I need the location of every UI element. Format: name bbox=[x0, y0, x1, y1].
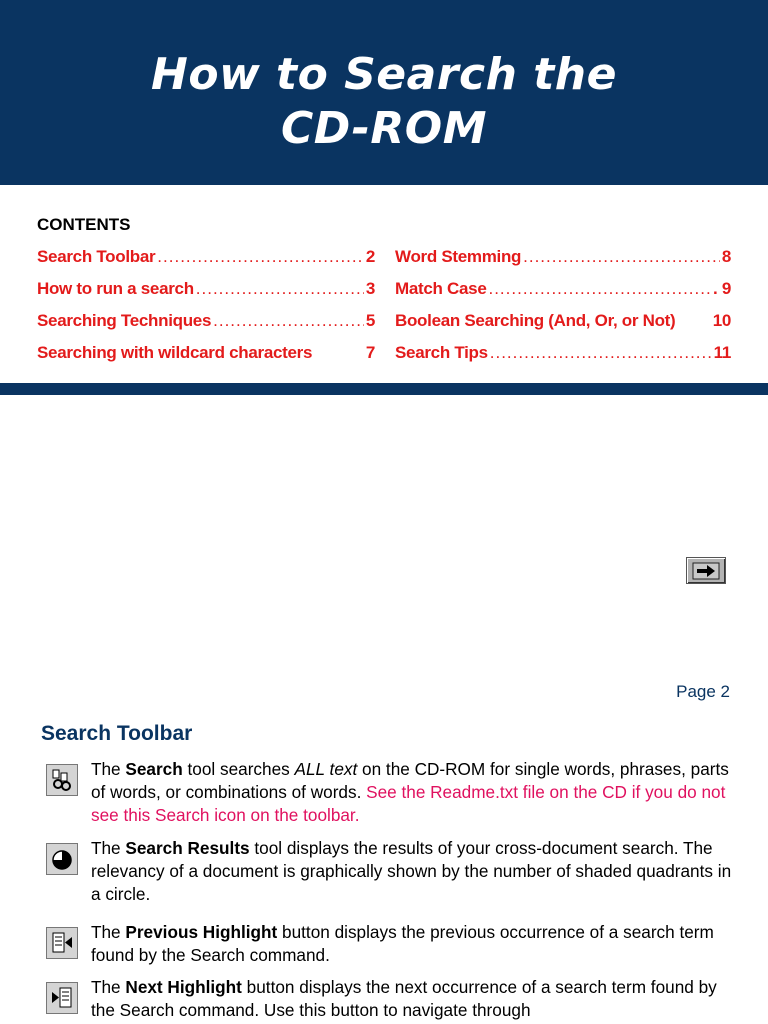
toc-label: Match Case bbox=[395, 279, 487, 298]
toc-link-run-search[interactable] bbox=[37, 279, 375, 311]
toc-page: . 9 bbox=[712, 279, 731, 298]
toc-page: 3 bbox=[365, 279, 375, 298]
toc-label: Boolean Searching (And, Or, or Not) bbox=[395, 311, 676, 330]
item-description: The Search Results tool displays the results of your cross-document search. The relevancy of a document is graphically shown by the number of shaded quadrants in a circle. bbox=[91, 838, 732, 904]
toc-leader bbox=[196, 279, 364, 299]
title-line-1: How to Search the bbox=[151, 49, 617, 100]
toc-link-word-stemming[interactable] bbox=[395, 247, 731, 279]
item-description: The Search tool searches ALL text on the CD-ROM for single words, phrases, parts of words, or combinations of words. See the Readme.txt file on the CD if you do not see this Search icon on the toolbar. bbox=[91, 759, 729, 825]
page-title bbox=[0, 48, 768, 156]
toc-link-boolean[interactable] bbox=[395, 311, 731, 343]
toc-label: Word Stemming bbox=[395, 247, 522, 266]
previous-highlight-icon[interactable] bbox=[46, 927, 78, 959]
arrow-right-icon bbox=[692, 562, 720, 580]
toc-leader bbox=[157, 247, 364, 267]
toc-right-column bbox=[395, 247, 731, 375]
toc-label: Searching Techniques bbox=[37, 311, 212, 330]
toc-link-searching-techniques[interactable] bbox=[37, 311, 375, 343]
page-number: Page 2 bbox=[676, 682, 730, 701]
toc-label: Search Tips bbox=[395, 343, 488, 362]
item-description: The Previous Highlight button displays the previous occurrence of a search term found by the Search command. bbox=[91, 922, 714, 965]
toc-link-search-toolbar[interactable] bbox=[37, 247, 375, 279]
divider-bar bbox=[0, 383, 768, 395]
toc-left-column bbox=[37, 247, 375, 375]
toc-label: How to run a search bbox=[37, 279, 194, 298]
toc-leader bbox=[213, 311, 364, 331]
toc-label: Search Toolbar bbox=[37, 247, 156, 266]
item-description: The Next Highlight button displays the next occurrence of a search term found by the Search command. Use this button to navigate through bbox=[91, 977, 717, 1020]
toc-page: 11 bbox=[713, 343, 731, 362]
toc-page: 5 bbox=[365, 311, 375, 330]
toc-page: 7 bbox=[365, 343, 375, 362]
search-results-icon[interactable] bbox=[46, 843, 78, 875]
section-heading: Search Toolbar bbox=[41, 722, 193, 745]
toc-link-match-case[interactable] bbox=[395, 279, 731, 311]
next-page-button[interactable] bbox=[686, 557, 726, 584]
toc-leader bbox=[523, 247, 720, 267]
toc-link-search-tips[interactable] bbox=[395, 343, 731, 375]
readme-note: See the Readme.txt file on the CD if you do not see this Search icon on the toolbar. bbox=[91, 782, 726, 825]
search-icon[interactable] bbox=[46, 764, 78, 796]
toc-link-wildcard[interactable] bbox=[37, 343, 375, 375]
toc-page: 8 bbox=[721, 247, 731, 266]
title-line-2: CD-ROM bbox=[281, 103, 487, 154]
toc-page: 10 bbox=[712, 311, 731, 330]
contents-heading: CONTENTS bbox=[37, 215, 131, 234]
toc-label: Searching with wildcard characters bbox=[37, 343, 313, 362]
next-highlight-icon[interactable] bbox=[46, 982, 78, 1014]
toc-leader bbox=[488, 279, 711, 299]
toc-leader bbox=[490, 343, 712, 363]
header-banner bbox=[0, 0, 768, 185]
toc-page: 2 bbox=[365, 247, 375, 266]
